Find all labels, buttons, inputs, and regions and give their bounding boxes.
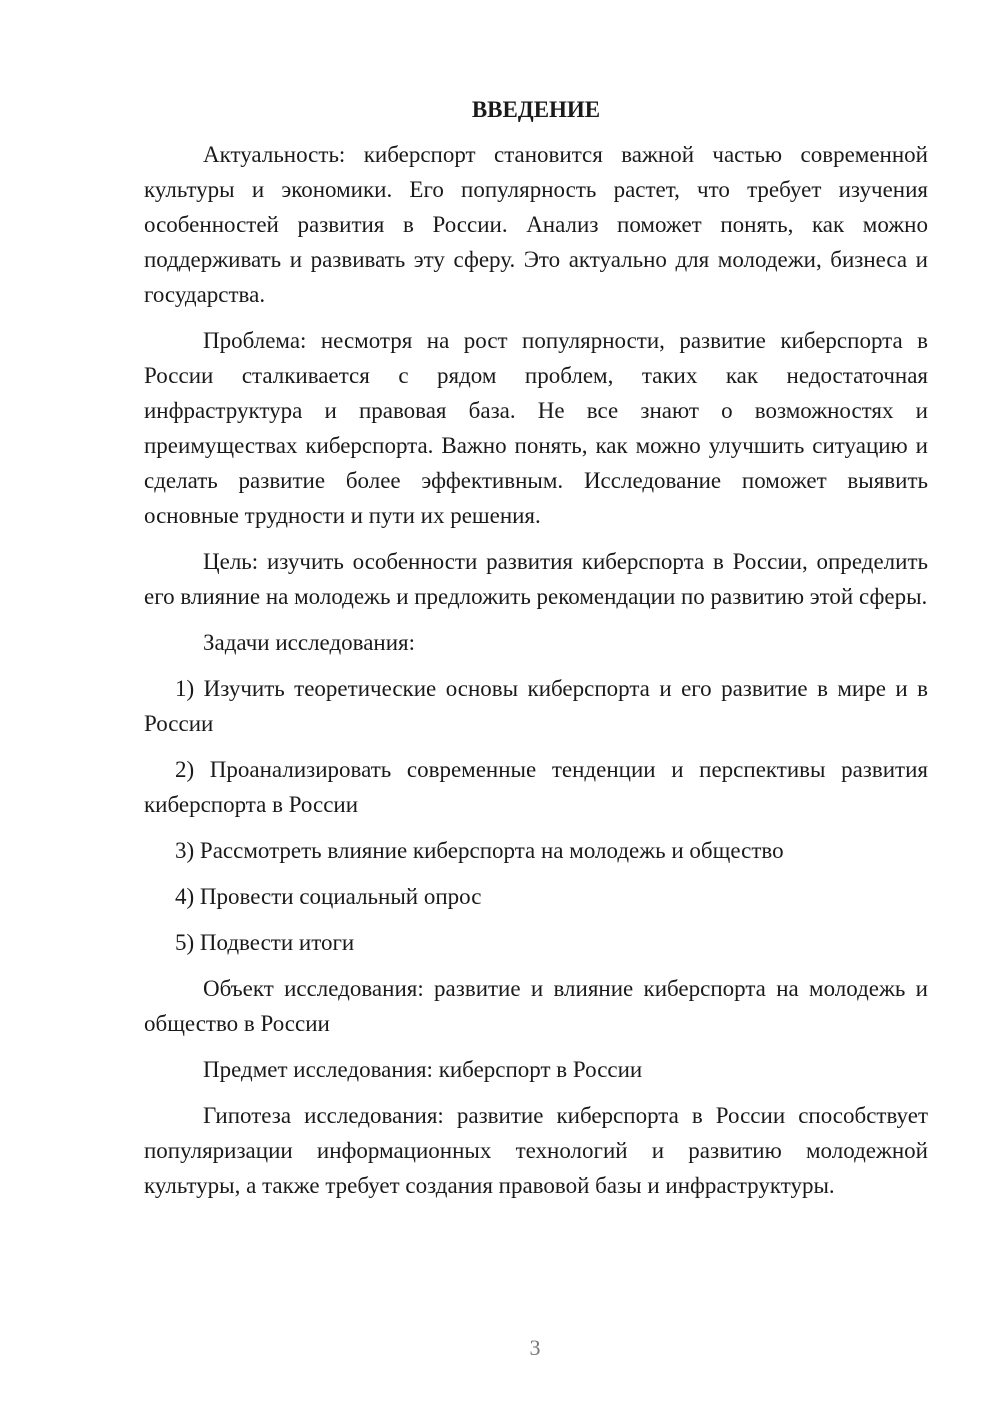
goal-paragraph: Цель: изучить особенности развития киберспорта в России, определить его влияние на молодежь и предложить рекомендации по развитию этой сферы. [144,549,928,609]
task-item: 2) Проанализировать современные тенденции и перспективы развития киберспорта в России [144,757,928,817]
relevance-paragraph: Актуальность: киберспорт становится важной частью современной культуры и экономики. Его популярность растет, что требует изучения особенностей развития в России. Анализ поможет понять, как можно поддерживать и развивать эту сферу. Это актуально для молодежи, бизнеса и государства. [144,142,928,307]
task-item: 4) Провести социальный опрос [175,884,482,909]
task-item: 1) Изучить теоретические основы киберспорта и его развитие в мире и в России [144,676,928,736]
page-content [144,92,928,1214]
object-paragraph: Объект исследования: развитие и влияние киберспорта на молодежь и общество в России [144,976,928,1036]
task-item: 5) Подвести итоги [175,930,355,955]
section-heading: ВВЕДЕНИЕ [471,97,601,122]
subject-paragraph: Предмет исследования: киберспорт в России [203,1057,643,1082]
tasks-heading: Задачи исследования: [203,630,416,655]
page-number: 3 [529,1335,541,1360]
task-item: 3) Рассмотреть влияние киберспорта на молодежь и общество [175,838,784,863]
hypothesis-paragraph: Гипотеза исследования: развитие киберспорта в России способствует популяризации информационных технологий и развитию молодежной культуры, а также требует создания правовой базы и инфраструктуры. [144,1103,928,1198]
problem-paragraph: Проблема: несмотря на рост популярности, развитие киберспорта в России сталкивается с рядом проблем, таких как недостаточная инфраструктура и правовая база. Не все знают о возможностях и преимуществах киберспорта. Важно понять, как можно улучшить ситуацию и сделать развитие более эффективным. Исследование поможет выявить основные трудности и пути их решения. [144,328,928,528]
